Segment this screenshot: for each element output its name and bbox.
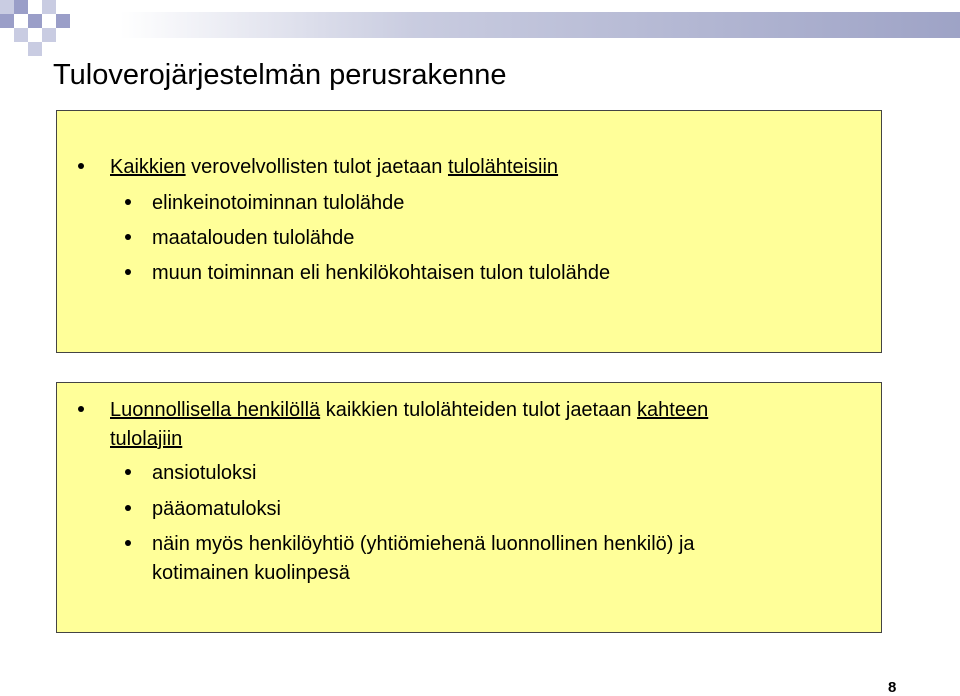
- bullet-marker: [78, 163, 84, 169]
- sub-bullet-maatalous: maatalouden tulolähde: [152, 227, 355, 249]
- corner-square-4: [0, 14, 14, 28]
- kahteen-link[interactable]: kahteen: [637, 399, 709, 421]
- main-bullet-line2: [110, 427, 182, 451]
- sub-bullet-henkiloyhtio: näin myös henkilöyhtiö (yhtiömiehenä luonnollinen henkilö) ja: [152, 533, 695, 555]
- sub-bullet-muu-toiminta: muun toiminnan eli henkilökohtaisen tulon tulolähde: [152, 262, 611, 284]
- corner-square-6: [56, 14, 70, 28]
- corner-square-2: [14, 0, 28, 14]
- sub-bullet-ansiotulo: ansiotuloksi: [152, 462, 257, 484]
- corner-square-1: [0, 0, 14, 14]
- sub-bullet-paaomatulo: pääomatuloksi: [152, 498, 281, 520]
- sub-bullet-elinkeino: elinkeinotoiminnan tulolähde: [152, 192, 405, 214]
- bullet-marker: [125, 269, 131, 275]
- main-bullet-tulolajit: [110, 398, 708, 422]
- main-text: kaikkien tulolähteiden tulot jaetaan: [320, 399, 638, 421]
- sub-bullet-henkiloyhtio-line2: kotimainen kuolinpesä: [152, 562, 350, 584]
- bullet-marker: [125, 469, 131, 475]
- bullet-marker: [125, 505, 131, 511]
- tulolajiin-link[interactable]: tulolajiin: [110, 428, 183, 450]
- page-number: 8: [888, 679, 897, 696]
- header-gradient-bar: [120, 12, 960, 38]
- luonnollinen-henkilo-link[interactable]: Luonnollisella henkilöllä: [110, 399, 321, 421]
- bullet-marker: [125, 234, 131, 240]
- main-bullet-tulolahteet: [110, 155, 558, 179]
- slide-title: Tuloverojärjestelmän perusrakenne: [53, 59, 507, 91]
- corner-square-7: [14, 28, 28, 42]
- corner-square-3: [42, 0, 56, 14]
- kaikkien-link[interactable]: Kaikkien: [110, 156, 186, 178]
- corner-square-8: [42, 28, 56, 42]
- bullet-marker: [125, 540, 131, 546]
- corner-square-9: [28, 42, 42, 56]
- tulolahteisiin-link[interactable]: tulolähteisiin: [447, 156, 559, 178]
- main-text: verovelvollisten tulot jaetaan: [185, 156, 448, 178]
- bullet-marker: [78, 406, 84, 412]
- corner-square-5: [28, 14, 42, 28]
- bullet-marker: [125, 199, 131, 205]
